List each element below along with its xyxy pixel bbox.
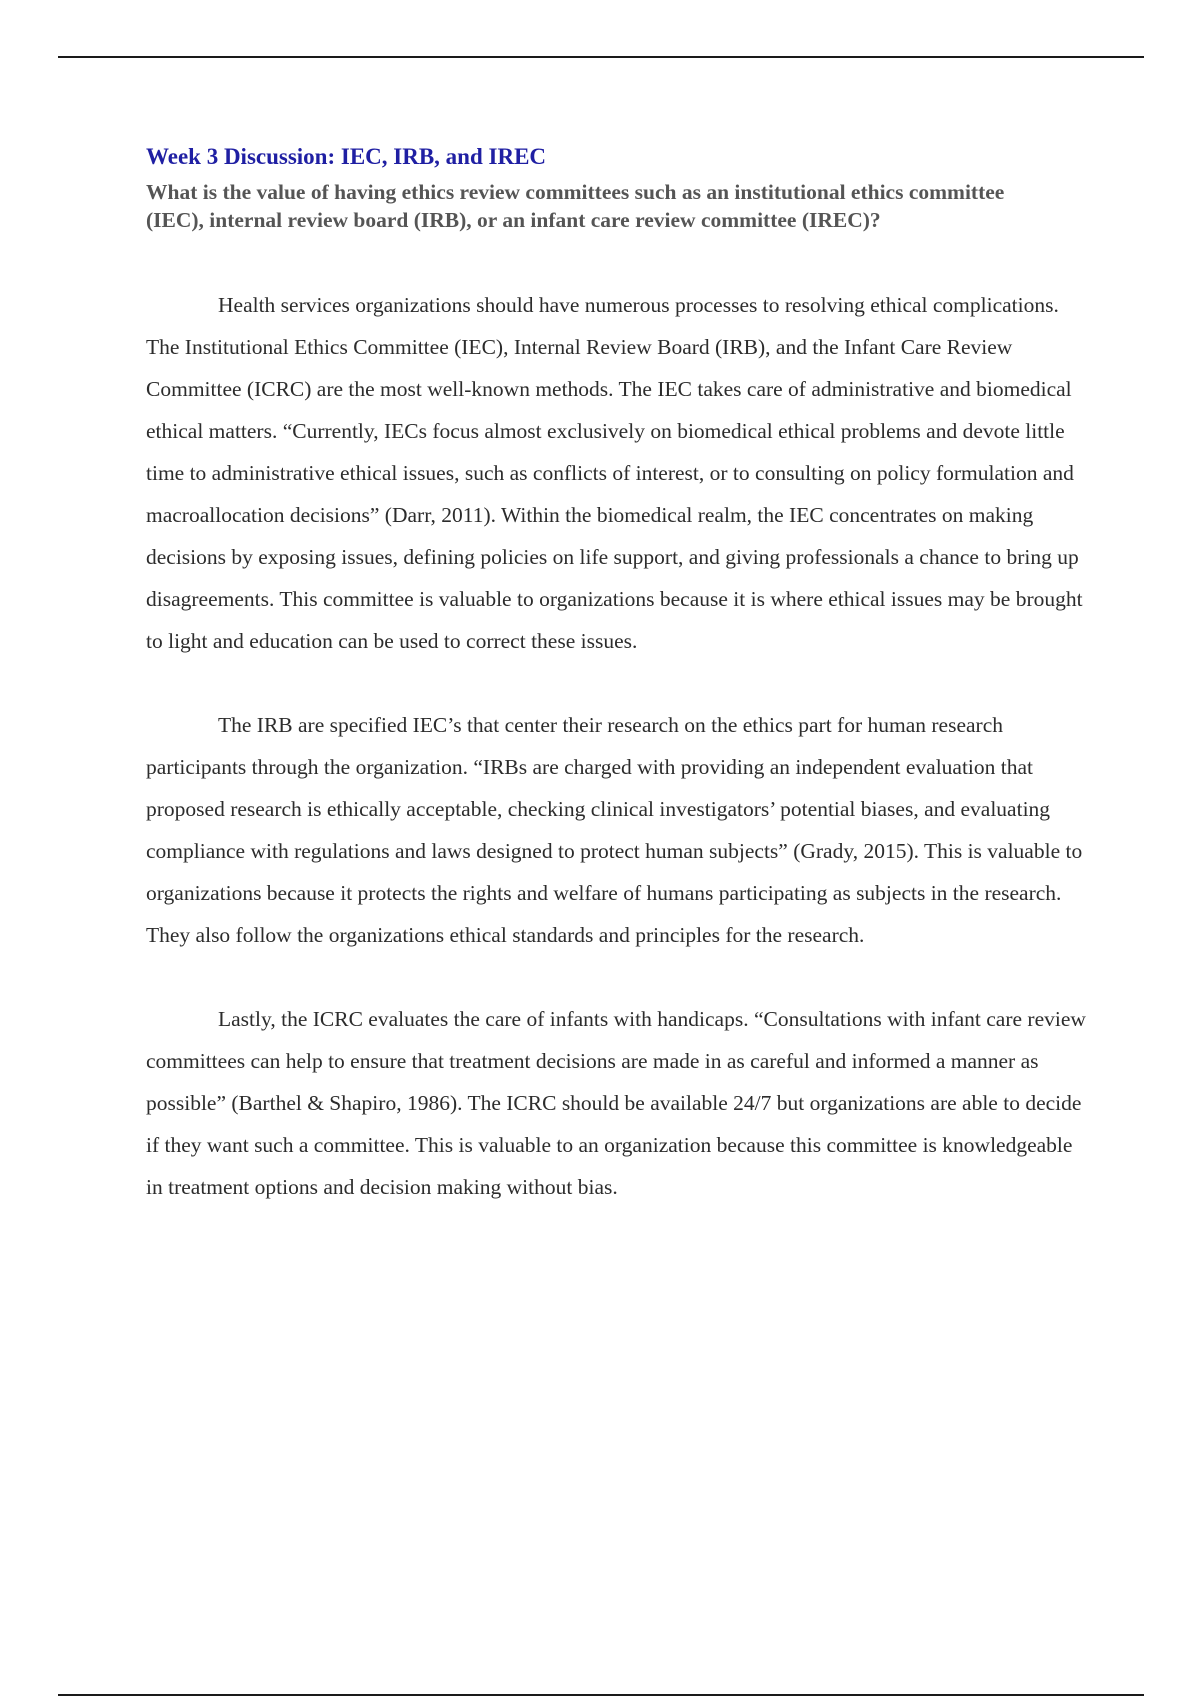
document-title: Week 3 Discussion: IEC, IRB, and IREC	[146, 144, 547, 169]
discussion-question: What is the value of having ethics review committees such as an institutional ethics committee (IEC), internal review board (IRB), or an infant care review committee (IREC)?	[146, 180, 1005, 232]
bottom-rule	[58, 1694, 1144, 1696]
paragraph-iec: Health services organizations should have numerous processes to resolving ethical complications. The Institutional Ethics Committee (IEC), Internal Review Board (IRB), and the Infant Care Review Committee (ICRC) are the most well-known methods. The IEC takes care of administrative and biomedical ethical matters. “Currently, IECs focus almost exclusively on biomedical ethical problems and devote little time to administrative ethical issues, such as conflicts of interest, or to consulting on policy formulation and macroallocation decisions” (Darr, 2011). Within the biomedical realm, the IEC concentrates on making decisions by exposing issues, defining policies on life support, and giving professionals a chance to bring up disagreements. This committee is valuable to organizations because it is where ethical issues may be brought to light and education can be used to correct these issues.	[146, 293, 1083, 653]
top-rule	[58, 56, 1144, 58]
document-body	[146, 142, 1091, 1208]
paragraph-icrc: Lastly, the ICRC evaluates the care of infants with handicaps. “Consultations with infant care review committees can help to ensure that treatment decisions are made in as careful and informed a manner as possible” (Barthel & Shapiro, 1986). The ICRC should be available 24/7 but organizations are able to decide if they want such a committee. This is valuable to an organization because this committee is knowledgeable in treatment options and decision making without bias.	[146, 1007, 1086, 1199]
paragraph-irb: The IRB are specified IEC’s that center their research on the ethics part for human research participants through the organization. “IRBs are charged with providing an independent evaluation that proposed research is ethically acceptable, checking clinical investigators’ potential biases, and evaluating compliance with regulations and laws designed to protect human subjects” (Grady, 2015). This is valuable to organizations because it protects the rights and welfare of humans participating as subjects in the research. They also follow the organizations ethical standards and principles for the research.	[146, 713, 1083, 947]
